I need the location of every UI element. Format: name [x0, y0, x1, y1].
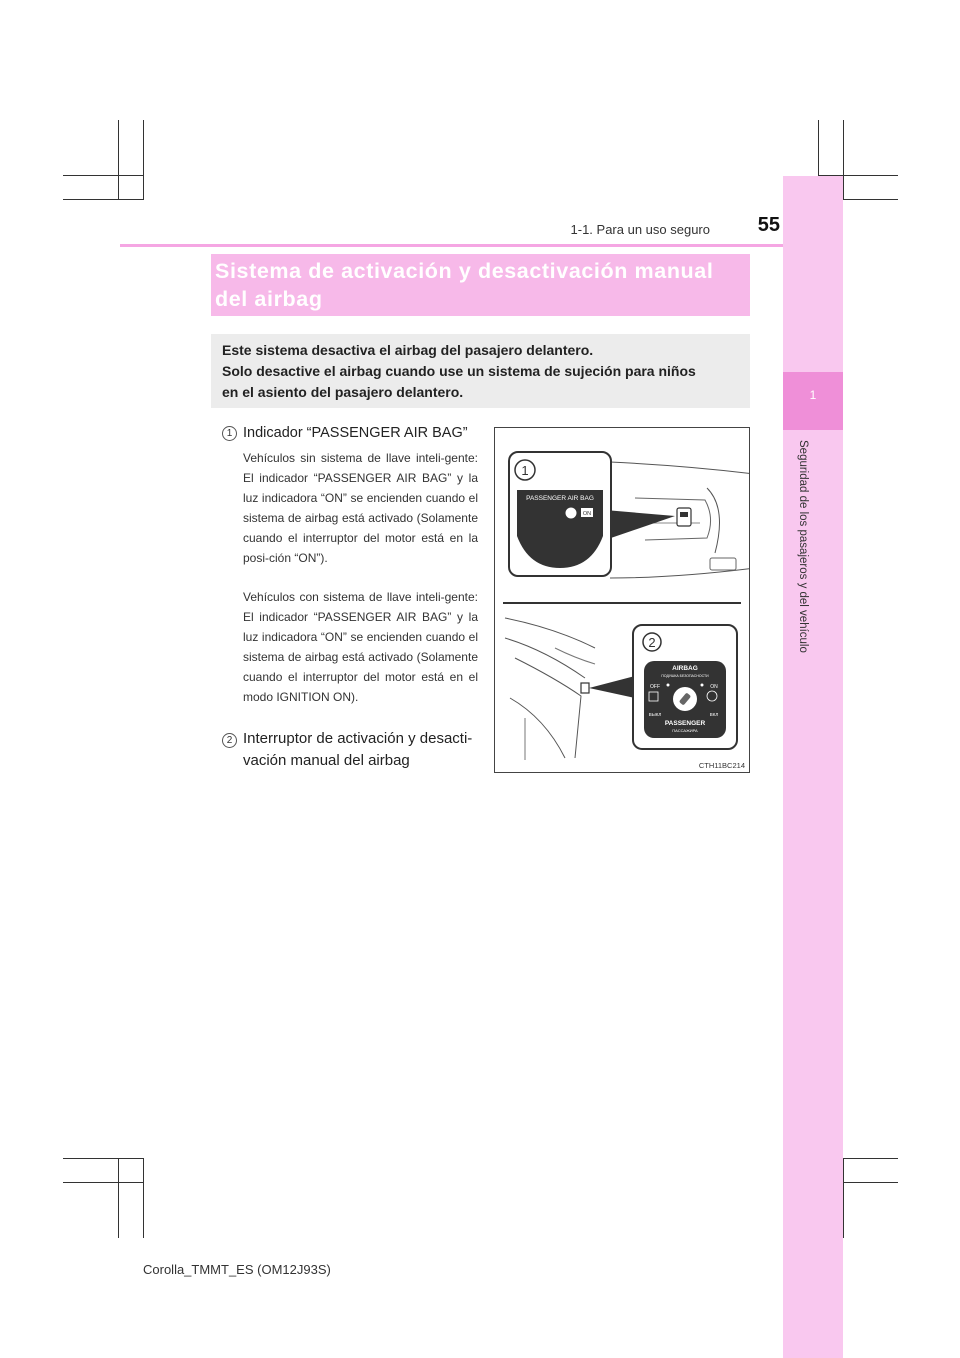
airbag-illustration — [494, 427, 750, 773]
callout-number: 2 — [648, 635, 656, 650]
item-heading-line: vación manual del airbag — [243, 752, 410, 769]
intro-text — [222, 340, 742, 403]
page-number: 55 — [757, 214, 780, 236]
switch-passenger-ru-label: ПАССАЖИРА — [672, 728, 698, 733]
figure-code: CTH11BC214 — [698, 761, 745, 770]
item-number-badge: 1 — [222, 426, 237, 441]
intro-line: en el asiento del pasajero delantero. — [222, 384, 464, 400]
switch-airbag-label: AIRBAG — [672, 665, 698, 672]
crop-mark — [63, 199, 143, 200]
indicator-on-label: ON — [582, 511, 592, 517]
crop-mark — [843, 1158, 844, 1238]
page-title-line: del airbag — [215, 287, 323, 311]
intro-line: Solo desactive el airbag cuando use un sistema de sujeción para niños — [222, 363, 696, 379]
crop-mark — [63, 1158, 143, 1159]
callout-number: 1 — [521, 463, 529, 478]
crop-mark — [843, 120, 844, 200]
page-title — [215, 257, 745, 313]
page-title-line: Sistema de activación y desactivación manual — [215, 259, 714, 283]
switch-off-label: OFF — [650, 684, 660, 690]
intro-line: Este sistema desactiva el airbag del pasajero delantero. — [222, 342, 594, 358]
airbag-illustration-drawing — [495, 428, 749, 772]
switch-off-ru-label: ВЫКЛ — [648, 712, 662, 717]
indicator-label: PASSENGER AIR BAG — [526, 495, 594, 502]
item-heading — [243, 728, 488, 772]
switch-on-ru-label: ВКЛ — [709, 712, 719, 717]
item-paragraph: Vehículos con sistema de llave inteli-gente: El indicador “PASSENGER AIR BAG” y la luz indicadora “ON” se encienden cuando el sistema de airbag está activado (Solamente cuando el interruptor del motor está en el modo IGNITION ON). — [243, 590, 478, 704]
item-number-badge: 2 — [222, 733, 237, 748]
chapter-title: Seguridad de los pasajeros y del vehículo — [797, 440, 809, 653]
crop-mark — [118, 120, 119, 200]
chapter-side-tab — [783, 176, 843, 1358]
crop-mark — [63, 1182, 143, 1183]
item-paragraph: Vehículos sin sistema de llave inteli-gente: El indicador “PASSENGER AIR BAG” y la luz indicadora “ON” se encienden cuando el sistema de airbag está activado (Solamente cuando el interruptor del motor está en la posi-ción “ON”). — [243, 451, 478, 565]
item-heading: Indicador “PASSENGER AIR BAG” — [243, 425, 468, 441]
section-title: 1-1. Para un uso seguro — [570, 222, 710, 237]
crop-mark — [143, 1158, 144, 1238]
switch-on-label: ON — [710, 684, 718, 690]
item-heading-line: Interruptor de activación y desacti- — [243, 730, 473, 747]
crop-mark — [63, 175, 143, 176]
chapter-number: 1 — [809, 388, 817, 402]
footer-doc-id: Corolla_TMMT_ES (OM12J93S) — [143, 1262, 331, 1277]
switch-airbag-ru-label: ПОДУШКА БЕЗОПАСНОСТИ — [661, 674, 709, 678]
switch-passenger-label: PASSENGER — [664, 720, 706, 727]
crop-mark — [143, 120, 144, 200]
crop-mark — [118, 1158, 119, 1238]
header-rule — [120, 244, 783, 247]
